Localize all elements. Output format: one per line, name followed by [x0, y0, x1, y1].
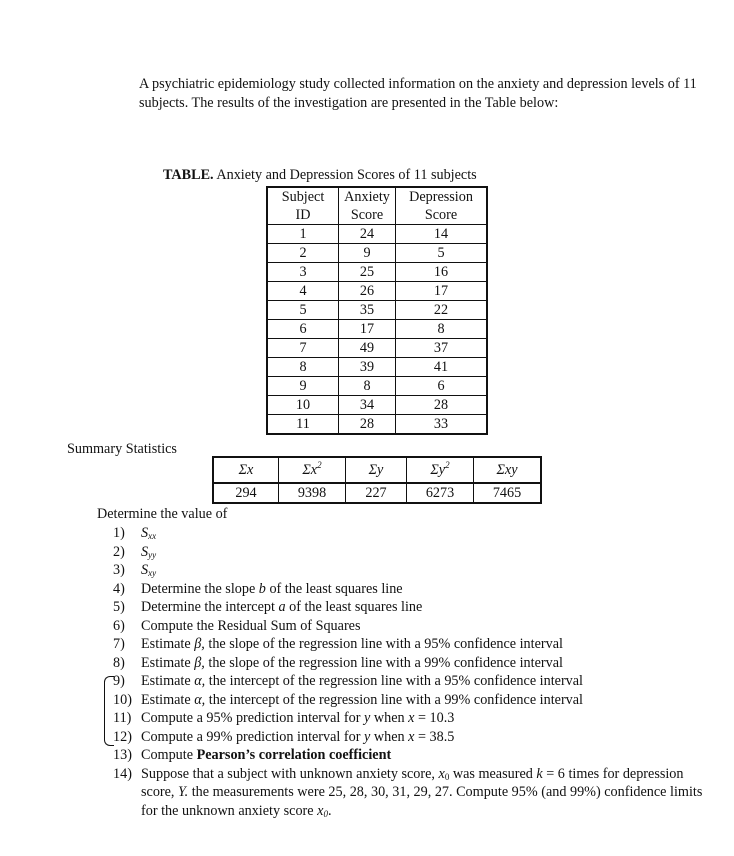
summary-value-sum-x2: 9398: [279, 483, 346, 503]
question-item: [113, 598, 713, 617]
question-text-part: when: [370, 728, 409, 745]
summary-header-row: [213, 457, 541, 483]
question-text-part: 0: [323, 808, 328, 819]
question-item: [113, 746, 713, 765]
question-number: 13): [113, 747, 132, 763]
summary-header-sum-xy: Σxy: [474, 457, 542, 483]
question-text-part: xy: [148, 568, 157, 578]
question-text-part: the measurements were 25, 28, 30, 31, 29, 27. Compute 95% (and 99%) confidence limits for the unknown anxiety score: [141, 784, 703, 819]
question-text-part: of the least squares line: [265, 580, 403, 597]
question-text-part: the slope of the regression line with a 99% confidence interval: [204, 654, 563, 671]
question-text-part: of the least squares line: [285, 599, 423, 615]
question-text-part: Y.: [178, 784, 189, 800]
cell-anxiety-score: 26: [339, 282, 396, 301]
question-text-part: when: [370, 710, 409, 726]
summary-value-sum-y: 227: [346, 483, 407, 503]
cell-anxiety-score: 49: [339, 339, 396, 358]
question-number: 11): [113, 710, 132, 726]
cell-subject-id: 8: [267, 358, 339, 377]
cell-anxiety-score: 28: [339, 415, 396, 435]
cell-depression-score: 8: [396, 320, 488, 339]
table-row: [267, 282, 487, 301]
question-number: 6): [113, 617, 125, 634]
question-text-part: Determine the slope: [141, 580, 259, 597]
table-caption-text: Anxiety and Depression Scores of 11 subjects: [213, 167, 477, 183]
question-text-part: S: [141, 562, 149, 578]
question-item: [113, 654, 713, 673]
cell-subject-id: 9: [267, 377, 339, 396]
question-text-part: β,: [194, 654, 205, 671]
question-number: 12): [113, 728, 132, 745]
table-row: [267, 358, 487, 377]
scores-table-body: [267, 225, 487, 435]
question-item: [113, 543, 713, 562]
question-text-part: β,: [194, 636, 205, 652]
question-text-part: the slope of the regression line with a 95% confidence interval: [204, 636, 563, 652]
cell-depression-score: 6: [396, 377, 488, 396]
question-number: 10): [113, 691, 132, 708]
question-text-part: α,: [194, 673, 206, 689]
question-text-part: Estimate: [141, 691, 195, 708]
cell-anxiety-score: 25: [339, 263, 396, 282]
cell-depression-score: 17: [396, 282, 488, 301]
question-text-part: S: [141, 543, 149, 560]
cell-subject-id: 7: [267, 339, 339, 358]
question-number: 5): [113, 599, 125, 615]
cell-anxiety-score: 24: [339, 225, 396, 244]
questions-list: [113, 524, 713, 820]
cell-depression-score: 28: [396, 396, 488, 415]
question-text-part: .: [327, 802, 332, 819]
question-item: [113, 617, 713, 636]
question-text-part: Compute a 99% prediction interval for: [141, 728, 364, 745]
question-text-part: b: [258, 580, 266, 597]
question-text-part: x: [438, 765, 445, 782]
question-number: 7): [113, 636, 125, 652]
question-item: [113, 561, 713, 580]
cell-subject-id: 6: [267, 320, 339, 339]
summary-header-sum-x: Σx: [213, 457, 279, 483]
cell-depression-score: 14: [396, 225, 488, 244]
table-row: [267, 320, 487, 339]
question-number: 3): [113, 562, 125, 578]
cell-subject-id: 5: [267, 301, 339, 320]
table-row: [267, 263, 487, 282]
question-text-part: Compute: [141, 747, 197, 763]
question-text-part: Pearson’s correlation coefficient: [196, 747, 392, 763]
question-text-part: Estimate: [141, 636, 195, 652]
question-item: [113, 691, 713, 710]
summary-value-sum-x: 294: [213, 483, 279, 503]
question-text-part: = 38.5: [414, 728, 455, 745]
table-row: [267, 244, 487, 263]
cell-anxiety-score: 35: [339, 301, 396, 320]
question-text-part: = 10.3: [414, 710, 455, 726]
question-item: [113, 524, 713, 543]
table-caption-label: TABLE.: [163, 167, 214, 183]
cell-subject-id: 1: [267, 225, 339, 244]
question-number: 9): [113, 673, 125, 689]
question-text-part: the intercept of the regression line with a 95% confidence interval: [205, 673, 584, 689]
table-row: [267, 339, 487, 358]
cell-anxiety-score: 8: [339, 377, 396, 396]
question-text-part: Compute a 95% prediction interval for: [141, 710, 364, 726]
cell-depression-score: 22: [396, 301, 488, 320]
table-row: [267, 396, 487, 415]
question-text-part: was measured: [449, 765, 537, 782]
question-text-part: Estimate: [141, 654, 195, 671]
question-item: [113, 765, 713, 821]
summary-header-sum-y: Σy: [346, 457, 407, 483]
table-caption: [163, 166, 477, 185]
cell-subject-id: 11: [267, 415, 339, 435]
question-text-part: Estimate: [141, 673, 195, 689]
question-text-part: = 6 times for depression score,: [141, 765, 684, 800]
cell-depression-score: 37: [396, 339, 488, 358]
summary-value-sum-xy: 7465: [474, 483, 542, 503]
question-item: [113, 728, 713, 747]
table-row: [267, 377, 487, 396]
summary-table: [212, 456, 542, 504]
cell-depression-score: 33: [396, 415, 488, 435]
determine-label: Determine the value of: [97, 506, 228, 522]
question-text-part: x: [408, 710, 415, 726]
cell-subject-id: 3: [267, 263, 339, 282]
question-text-part: α,: [194, 691, 206, 708]
cell-anxiety-score: 9: [339, 244, 396, 263]
question-item: [113, 635, 713, 654]
question-number: 1): [113, 525, 125, 541]
cell-depression-score: 16: [396, 263, 488, 282]
question-text-part: 0: [444, 771, 450, 782]
cell-subject-id: 2: [267, 244, 339, 263]
question-text-part: k: [536, 765, 543, 782]
summary-statistics-label: Summary Statistics: [67, 441, 177, 457]
question-text-part: a: [278, 599, 286, 615]
cell-subject-id: 10: [267, 396, 339, 415]
scores-table: [266, 186, 488, 435]
cell-anxiety-score: 34: [339, 396, 396, 415]
summary-header-sum-y2: $\Sigma y^2$: [407, 457, 474, 483]
header-subject-id: Subject ID: [267, 187, 339, 225]
question-text-part: Determine the intercept: [141, 599, 279, 615]
table-row: [267, 415, 487, 435]
cell-subject-id: 4: [267, 282, 339, 301]
question-text-part: yy: [148, 549, 157, 560]
question-text-part: the intercept of the regression line with a 99% confidence interval: [205, 691, 584, 708]
table-row: [267, 225, 487, 244]
question-text-part: y: [364, 710, 371, 726]
question-text-part: x: [408, 728, 415, 745]
header-anxiety-score: Anxiety Score: [339, 187, 396, 225]
question-number: 14): [113, 765, 132, 782]
table-row: [267, 301, 487, 320]
cell-depression-score: 5: [396, 244, 488, 263]
header-depression-score: Depression Score: [396, 187, 488, 225]
question-text-part: Compute the Residual Sum of Squares: [141, 617, 361, 634]
question-item: [113, 709, 713, 728]
question-number: 2): [113, 543, 125, 560]
question-text-part: Suppose that a subject with unknown anxiety score,: [141, 765, 439, 782]
summary-value-sum-y2: 6273: [407, 483, 474, 503]
intro-paragraph: A psychiatric epidemiology study collected information on the anxiety and depression levels of 11 subjects. The results of the investigation are presented in the Table below:: [139, 76, 697, 111]
question-item: [113, 672, 713, 691]
question-number: 8): [113, 654, 125, 671]
question-text-part: y: [364, 728, 371, 745]
cell-anxiety-score: 39: [339, 358, 396, 377]
cell-depression-score: 41: [396, 358, 488, 377]
summary-values-row: [213, 483, 541, 503]
cell-anxiety-score: 17: [339, 320, 396, 339]
question-item: [113, 580, 713, 599]
question-text-part: S: [141, 525, 149, 541]
table-header-row: [267, 187, 487, 225]
question-text-part: xx: [148, 531, 157, 541]
question-text-part: x: [317, 802, 324, 819]
summary-header-sum-x2: $\Sigma x^2$: [279, 457, 346, 483]
question-number: 4): [113, 580, 125, 597]
